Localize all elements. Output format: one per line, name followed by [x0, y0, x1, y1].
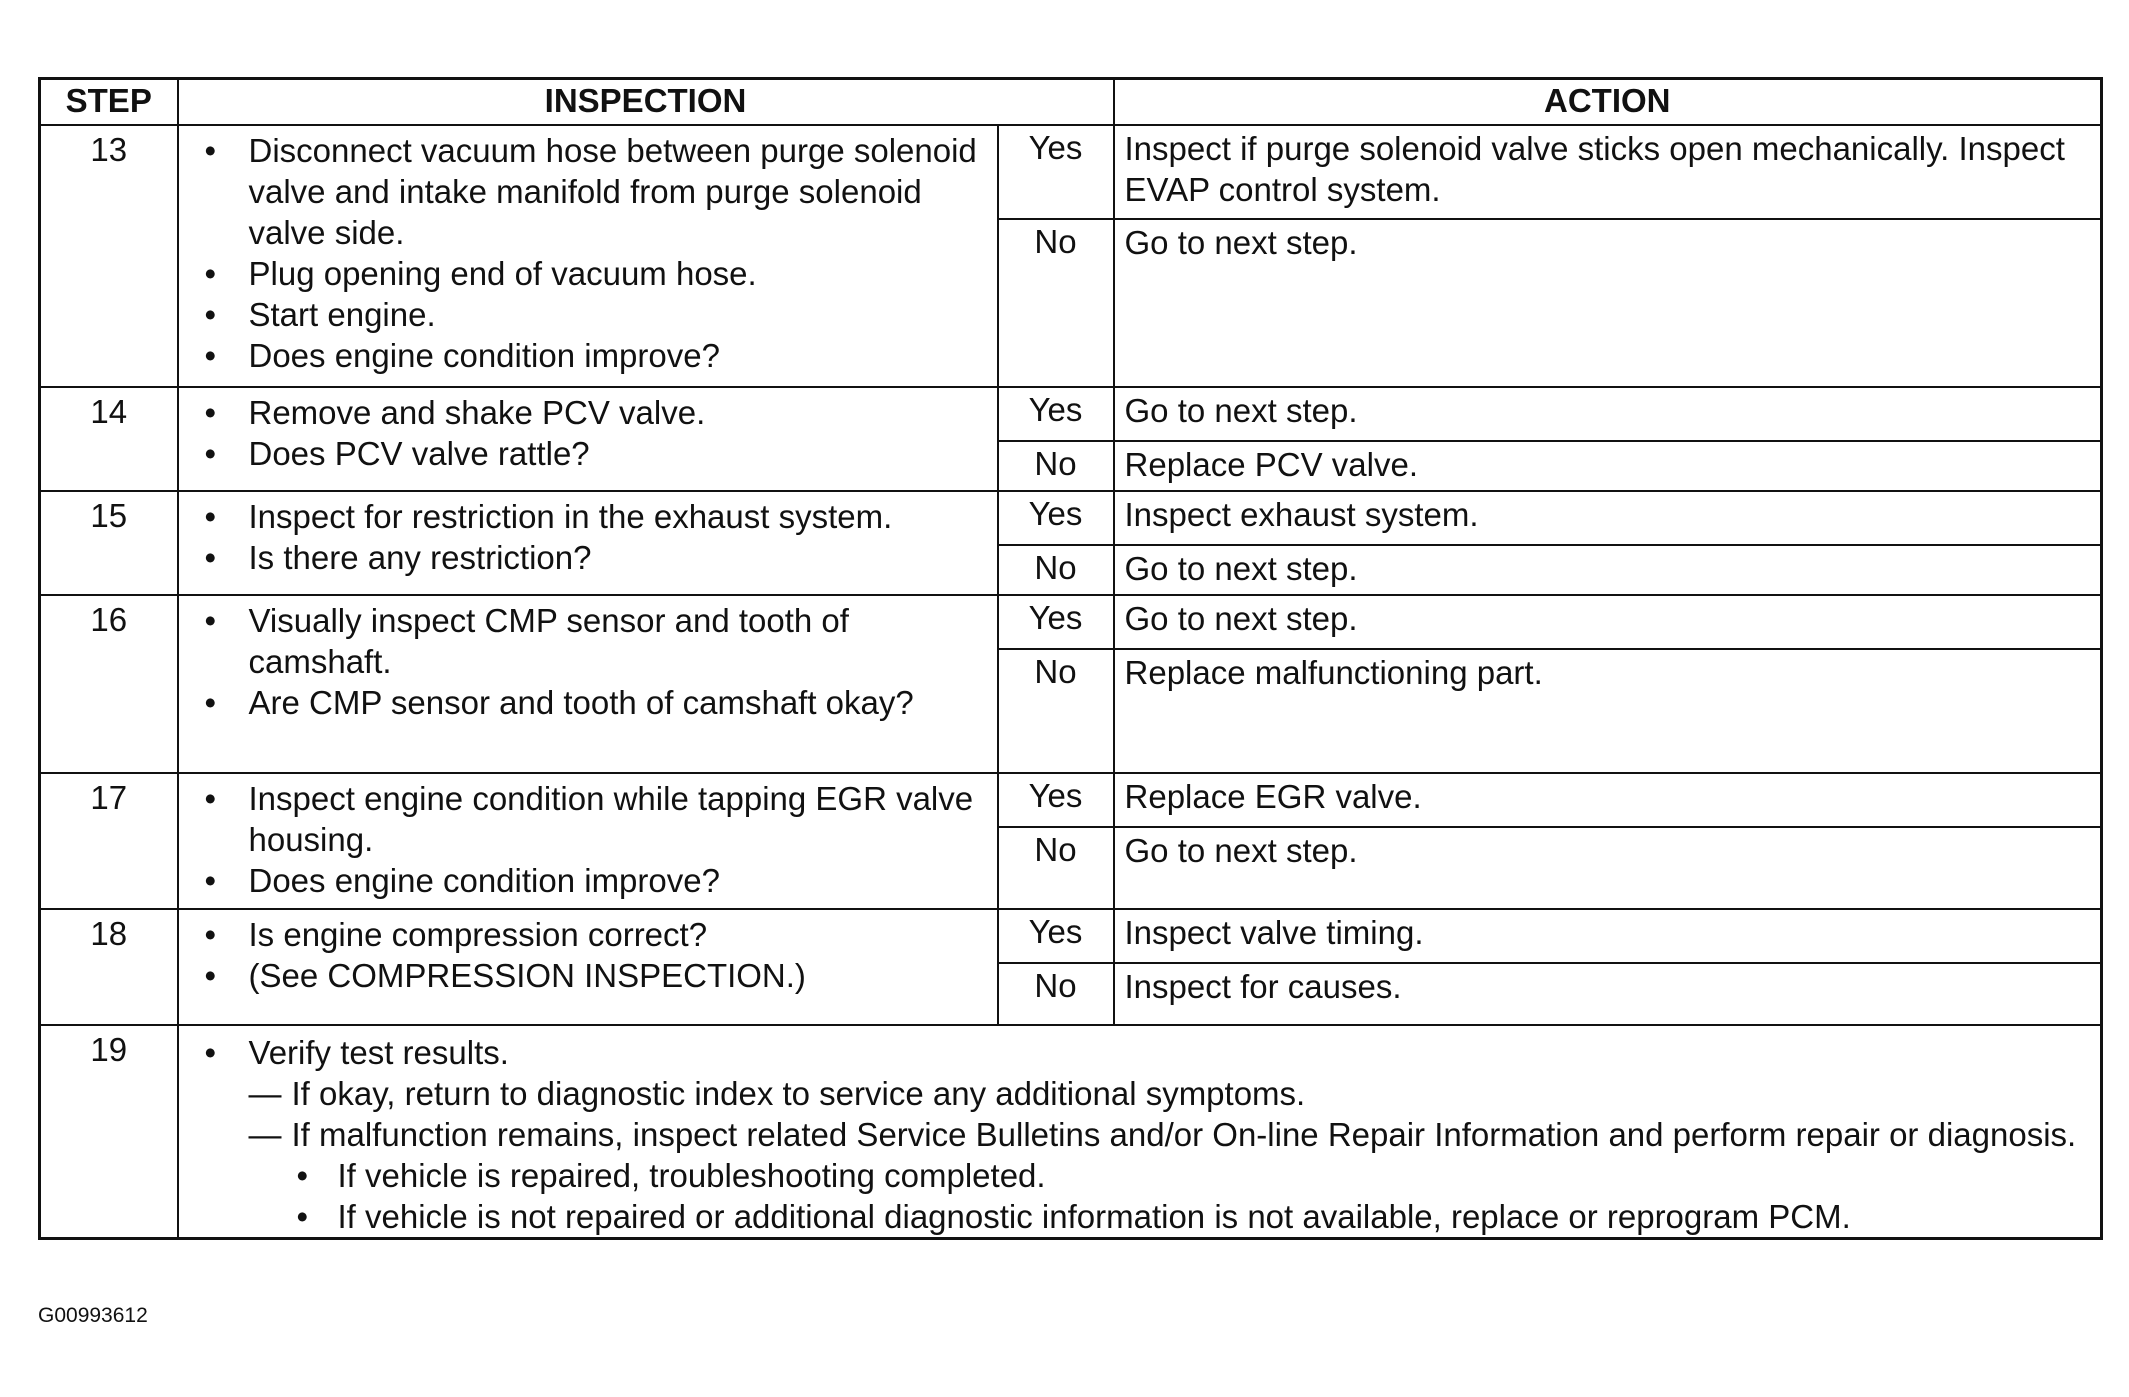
no-label: No: [998, 441, 1114, 491]
dash-item: [201, 1073, 2091, 1114]
table-row: [40, 387, 2102, 441]
no-action: Replace PCV valve.: [1114, 441, 2102, 491]
inspection-item: • Does PCV valve rattle?: [201, 433, 987, 474]
action-header: ACTION: [1114, 79, 2102, 126]
inspection-item: • Visually inspect CMP sensor and tooth of camshaft.: [201, 600, 987, 682]
yes-action: Inspect valve timing.: [1114, 909, 2102, 963]
table-row: [40, 1025, 2102, 1239]
no-action: Go to next step.: [1114, 219, 2102, 387]
step-number: 18: [40, 909, 178, 1025]
table-row: [40, 595, 2102, 649]
no-action: Go to next step.: [1114, 827, 2102, 909]
figure-id: G00993612: [38, 1304, 148, 1327]
sub-bullet: • If vehicle is not repaired or additional diagnostic information is not available, replace or reprogram PCM.: [201, 1196, 2091, 1237]
inspection-item: • Plug opening end of vacuum hose.: [201, 253, 987, 294]
header-row: [40, 79, 2102, 126]
final-bullet: • Verify test results.: [201, 1032, 2091, 1073]
diagnostic-table: [38, 77, 2103, 1240]
inspection-item: • Is there any restriction?: [201, 537, 987, 578]
yes-label: Yes: [998, 491, 1114, 545]
yes-label: Yes: [998, 773, 1114, 827]
inspection-cell: [178, 773, 998, 909]
no-label: No: [998, 219, 1114, 387]
no-label: No: [998, 827, 1114, 909]
no-label: No: [998, 649, 1114, 773]
dash-text: If okay, return to diagnostic index to service any additional symptoms.: [291, 1075, 1306, 1112]
yes-label: Yes: [998, 125, 1114, 219]
step-number: 16: [40, 595, 178, 773]
table-row: [40, 773, 2102, 827]
final-step-cell: [178, 1025, 2102, 1239]
inspection-cell: [178, 491, 998, 595]
yes-action: Inspect if purge solenoid valve sticks open mechanically. Inspect EVAP control system.: [1114, 125, 2102, 219]
yes-action: Replace EGR valve.: [1114, 773, 2102, 827]
inspection-item: • Start engine.: [201, 294, 987, 335]
dash-mark: —: [248, 1075, 282, 1112]
table-row: [40, 125, 2102, 219]
yes-action: Go to next step.: [1114, 387, 2102, 441]
step-number: 17: [40, 773, 178, 909]
no-label: No: [998, 963, 1114, 1025]
inspection-item: • Is engine compression correct?: [201, 914, 987, 955]
inspection-cell: [178, 909, 998, 1025]
inspection-header: INSPECTION: [178, 79, 1114, 126]
inspection-item: • Does engine condition improve?: [201, 335, 987, 376]
inspection-item: • Remove and shake PCV valve.: [201, 392, 987, 433]
step-number: 15: [40, 491, 178, 595]
inspection-item: • Are CMP sensor and tooth of camshaft okay?: [201, 682, 987, 723]
dash-text: If malfunction remains, inspect related Service Bulletins and/or On-line Repair Information and perform repair or diagnosis.: [291, 1116, 2077, 1153]
inspection-item: • Does engine condition improve?: [201, 860, 987, 901]
no-action: Go to next step.: [1114, 545, 2102, 595]
sub-bullet: • If vehicle is repaired, troubleshooting completed.: [201, 1155, 2091, 1196]
no-action: Replace malfunctioning part.: [1114, 649, 2102, 773]
inspection-cell: [178, 125, 998, 387]
step-header: STEP: [40, 79, 178, 126]
table-row: [40, 491, 2102, 545]
inspection-item: • Inspect engine condition while tapping EGR valve housing.: [201, 778, 987, 860]
dash-item: [201, 1114, 2091, 1155]
inspection-item: • (See COMPRESSION INSPECTION.): [201, 955, 987, 996]
yes-action: Inspect exhaust system.: [1114, 491, 2102, 545]
step-number: 14: [40, 387, 178, 491]
inspection-item: • Disconnect vacuum hose between purge solenoid valve and intake manifold from purge solenoid valve side.: [201, 130, 987, 253]
no-label: No: [998, 545, 1114, 595]
inspection-cell: [178, 387, 998, 491]
step-number: 19: [40, 1025, 178, 1239]
yes-label: Yes: [998, 909, 1114, 963]
yes-label: Yes: [998, 595, 1114, 649]
table-row: [40, 909, 2102, 963]
inspection-item: • Inspect for restriction in the exhaust system.: [201, 496, 987, 537]
yes-label: Yes: [998, 387, 1114, 441]
yes-action: Go to next step.: [1114, 595, 2102, 649]
dash-mark: —: [248, 1116, 282, 1153]
inspection-cell: [178, 595, 998, 773]
step-number: 13: [40, 125, 178, 387]
no-action: Inspect for causes.: [1114, 963, 2102, 1025]
